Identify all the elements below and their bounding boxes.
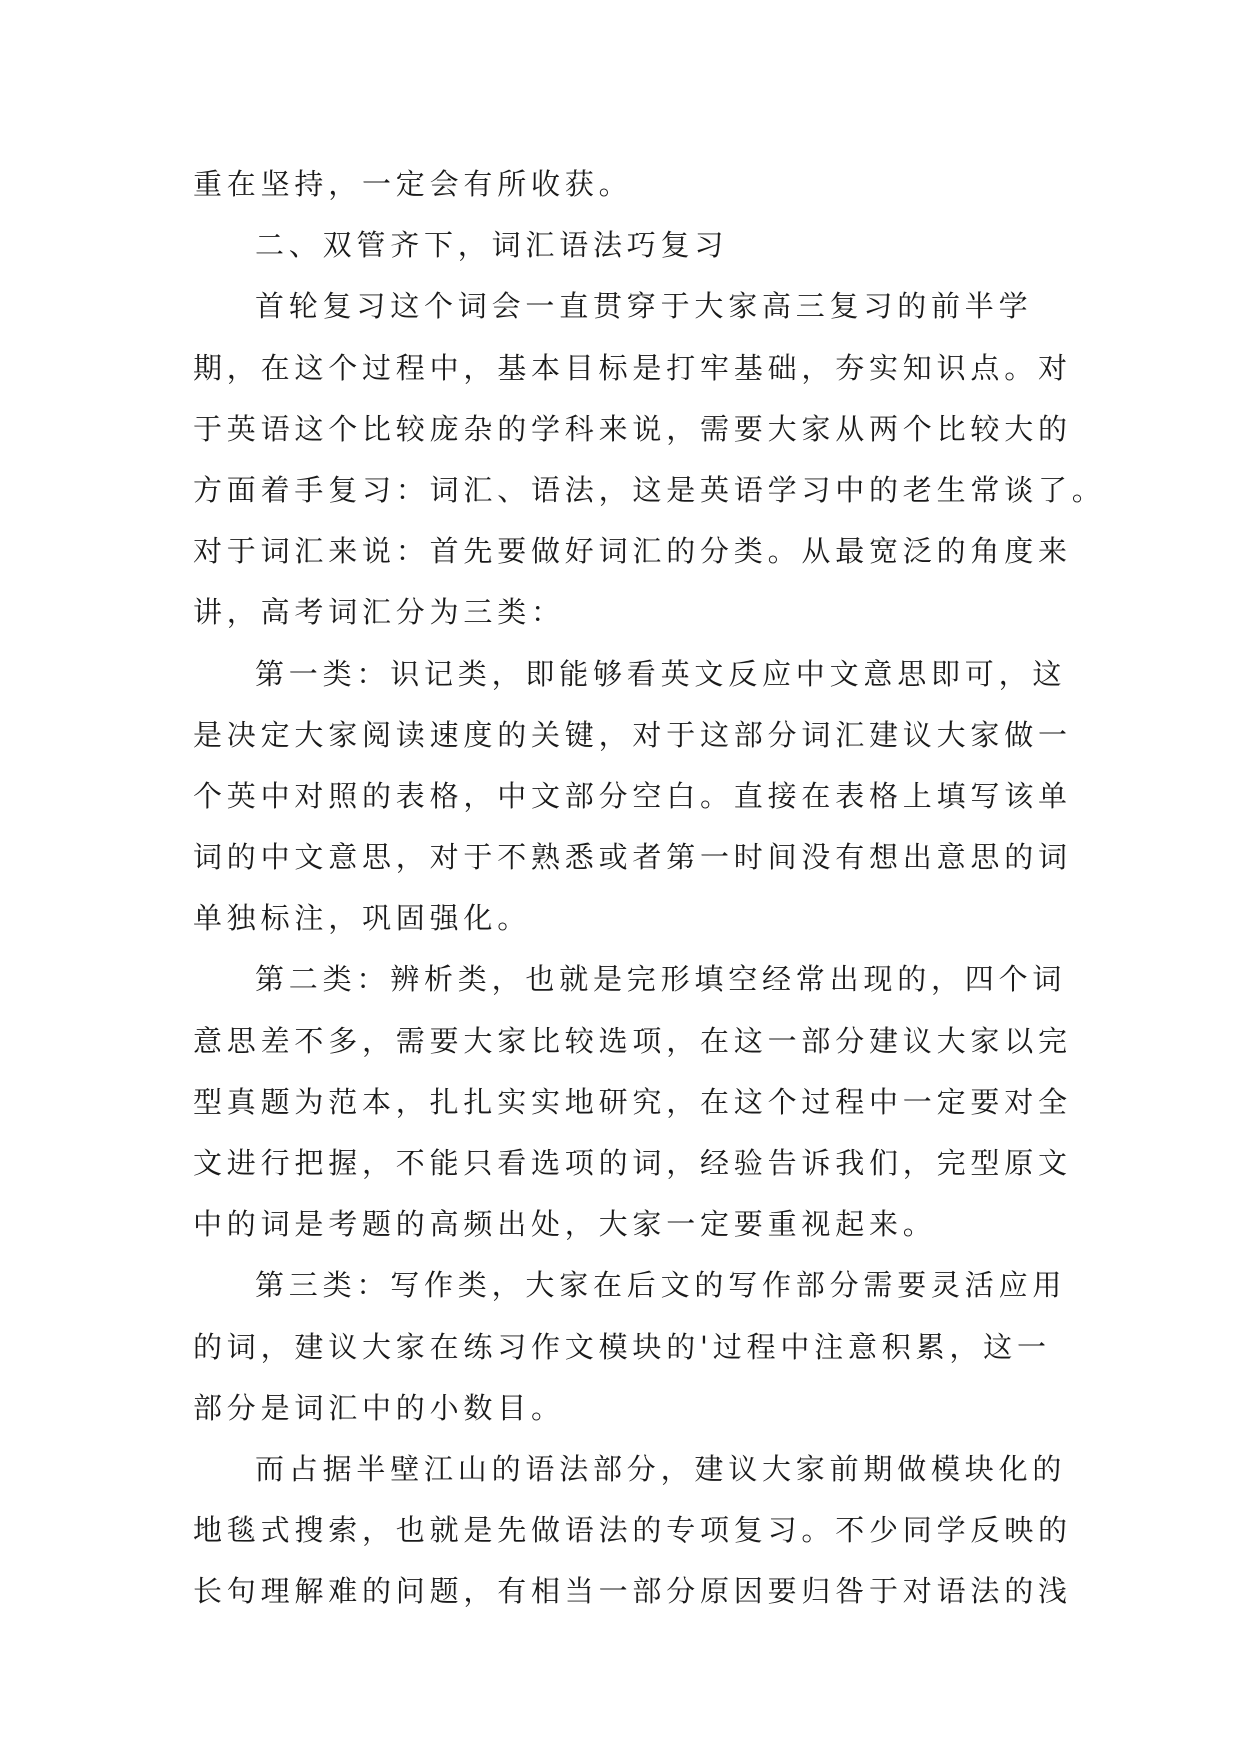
text-line: 部分是词汇中的小数目。 (193, 1390, 565, 1425)
text-line: 对于词汇来说：首先要做好词汇的分类。从最宽泛的角度来 (193, 534, 1072, 569)
text-line: 第一类：识记类，即能够看英文反应中文意思即可，这 (255, 656, 1067, 691)
text-line: 单独标注，巩固强化。 (193, 901, 532, 936)
text-line: 于英语这个比较庞杂的学科来说，需要大家从两个比较大的 (193, 411, 1072, 446)
text-line: 词的中文意思，对于不熟悉或者第一时间没有想出意思的词 (193, 840, 1072, 875)
text-line: 第二类：辨析类，也就是完形填空经常出现的，四个词 (255, 962, 1067, 997)
text-line: 方面着手复习：词汇、语法，这是英语学习中的老生常谈了。 (193, 472, 1106, 507)
text-line: 文进行把握，不能只看选项的词，经验告诉我们，完型原文 (193, 1146, 1072, 1180)
text-line: 而占据半壁江山的语法部分，建议大家前期做模块化的 (255, 1451, 1067, 1486)
document-body (193, 154, 1106, 1623)
text-line: 长句理解难的问题，有相当一部分原因要归咎于对语法的浅 (193, 1574, 1072, 1609)
text-line: 的词，建议大家在练习作文模块的'过程中注意积累，这一 (193, 1329, 1051, 1364)
text-line: 讲，高考词汇分为三类： (193, 595, 565, 630)
section-heading: 二、双管齐下，词汇语法巧复习 (255, 228, 729, 263)
text-line: 第三类：写作类，大家在后文的写作部分需要灵活应用 (255, 1268, 1067, 1303)
text-line: 首轮复习这个词会一直贯穿于大家高三复习的前半学 (255, 289, 1033, 324)
text-line: 中的词是考题的高频出处，大家一定要重视起来。 (193, 1207, 937, 1242)
text-line: 意思差不多，需要大家比较选项，在这一部分建议大家以完 (193, 1023, 1072, 1058)
text-line: 期，在这个过程中，基本目标是打牢基础，夯实知识点。对 (193, 350, 1072, 385)
text-line: 是决定大家阅读速度的关键，对于这部分词汇建议大家做一 (193, 717, 1072, 752)
text-line: 型真题为范本，扎扎实实地研究，在这个过程中一定要对全 (193, 1084, 1072, 1119)
text-line: 地毯式搜索，也就是先做语法的专项复习。不少同学反映的 (193, 1513, 1072, 1548)
text-line: 个英中对照的表格，中文部分空白。直接在表格上填写该单 (193, 778, 1072, 813)
text-line: 重在坚持，一定会有所收获。 (193, 167, 633, 201)
